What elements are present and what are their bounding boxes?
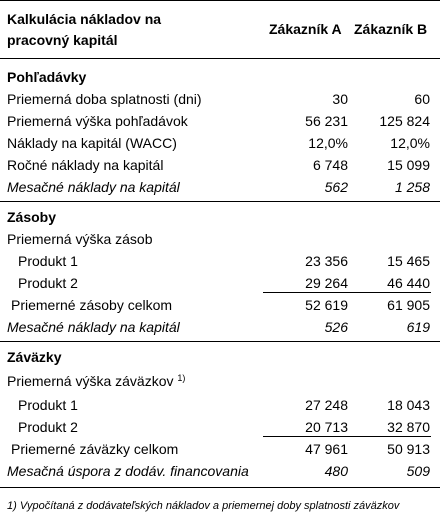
row-label: Produkt 2 bbox=[18, 275, 78, 291]
row-label: Priemerné zásoby celkom bbox=[11, 297, 173, 313]
section-title: Záväzky bbox=[7, 349, 62, 365]
footnote-marker: 1) bbox=[177, 373, 186, 383]
value-a: 47 961 bbox=[305, 441, 348, 457]
row-label-text: Priemerná výška záväzkov bbox=[7, 373, 174, 389]
top-rule bbox=[0, 0, 440, 1]
table-row bbox=[0, 294, 440, 316]
row-label: Priemerná doba splatnosti (dni) bbox=[7, 91, 202, 107]
value-a: 480 bbox=[324, 463, 348, 479]
row-label: Náklady na kapitál (WACC) bbox=[7, 135, 177, 151]
footnote: 1) Vypočítaná z dodávateľských nákladov a priemernej doby splatnosti záväzkov bbox=[7, 500, 400, 512]
table-row bbox=[0, 88, 440, 110]
value-a: 56 231 bbox=[305, 113, 348, 129]
value-a: 526 bbox=[324, 319, 348, 335]
value-a: 52 619 bbox=[305, 297, 348, 313]
row-label: Priemerná výška zásob bbox=[7, 231, 153, 247]
section-inventory bbox=[0, 206, 440, 228]
value-b: 1 258 bbox=[394, 179, 430, 195]
row-label bbox=[7, 370, 185, 392]
section-receivables bbox=[0, 66, 440, 88]
value-b: 15 099 bbox=[387, 157, 430, 173]
row-label: Produkt 2 bbox=[18, 419, 78, 435]
table-title-line1: Kalkulácia nákladov na bbox=[7, 11, 162, 27]
value-b: 61 905 bbox=[387, 297, 430, 313]
table-row bbox=[0, 250, 440, 272]
table-row bbox=[0, 394, 440, 416]
table-title-line2: pracovný kapitál bbox=[7, 32, 118, 48]
value-a: 6 748 bbox=[312, 157, 348, 173]
table-row bbox=[0, 370, 440, 392]
value-a: 12,0% bbox=[308, 135, 348, 151]
value-b: 46 440 bbox=[387, 275, 430, 291]
value-b: 12,0% bbox=[390, 135, 430, 151]
table-row bbox=[0, 110, 440, 132]
row-label: Ročné náklady na kapitál bbox=[7, 157, 164, 173]
row-label: Mesačná úspora z dodáv. financovania bbox=[7, 463, 249, 479]
bottom-rule bbox=[0, 487, 440, 488]
row-label: Produkt 1 bbox=[18, 397, 78, 413]
section-title: Zásoby bbox=[7, 209, 57, 225]
table-row bbox=[0, 272, 440, 294]
value-b: 18 043 bbox=[387, 397, 430, 413]
value-a: 27 248 bbox=[305, 397, 348, 413]
subtotal-rule bbox=[263, 436, 431, 437]
table-row bbox=[0, 316, 440, 338]
table-row bbox=[0, 154, 440, 176]
table-title bbox=[7, 9, 247, 51]
row-label: Priemerná výška pohľadávok bbox=[7, 113, 188, 129]
table-row bbox=[0, 416, 440, 438]
value-b: 619 bbox=[406, 319, 430, 335]
row-label: Priemerné záväzky celkom bbox=[11, 441, 179, 457]
value-b: 50 913 bbox=[387, 441, 430, 457]
subtotal-rule bbox=[263, 292, 431, 293]
header-rule bbox=[0, 58, 440, 59]
value-b: 32 870 bbox=[387, 419, 430, 435]
table-row bbox=[0, 228, 440, 250]
table-row bbox=[0, 460, 440, 482]
value-a: 29 264 bbox=[305, 275, 348, 291]
value-b: 509 bbox=[406, 463, 430, 479]
value-b: 15 465 bbox=[387, 253, 430, 269]
value-a: 23 356 bbox=[305, 253, 348, 269]
row-label: Produkt 1 bbox=[18, 253, 78, 269]
value-a: 30 bbox=[332, 91, 348, 107]
row-label: Mesačné náklady na kapitál bbox=[7, 179, 180, 195]
value-a: 562 bbox=[324, 179, 348, 195]
column-header-customer-b: Zákazník B bbox=[354, 21, 428, 37]
section-rule bbox=[0, 201, 440, 202]
value-a: 20 713 bbox=[305, 419, 348, 435]
table-row bbox=[0, 132, 440, 154]
table-row bbox=[0, 438, 440, 460]
value-b: 60 bbox=[414, 91, 430, 107]
column-header-customer-a: Zákazník A bbox=[269, 21, 342, 37]
row-label: Mesačné náklady na kapitál bbox=[7, 319, 180, 335]
section-rule bbox=[0, 341, 440, 342]
table-row bbox=[0, 176, 440, 198]
section-payables bbox=[0, 346, 440, 368]
value-b: 125 824 bbox=[379, 113, 430, 129]
section-title: Pohľadávky bbox=[7, 69, 87, 85]
